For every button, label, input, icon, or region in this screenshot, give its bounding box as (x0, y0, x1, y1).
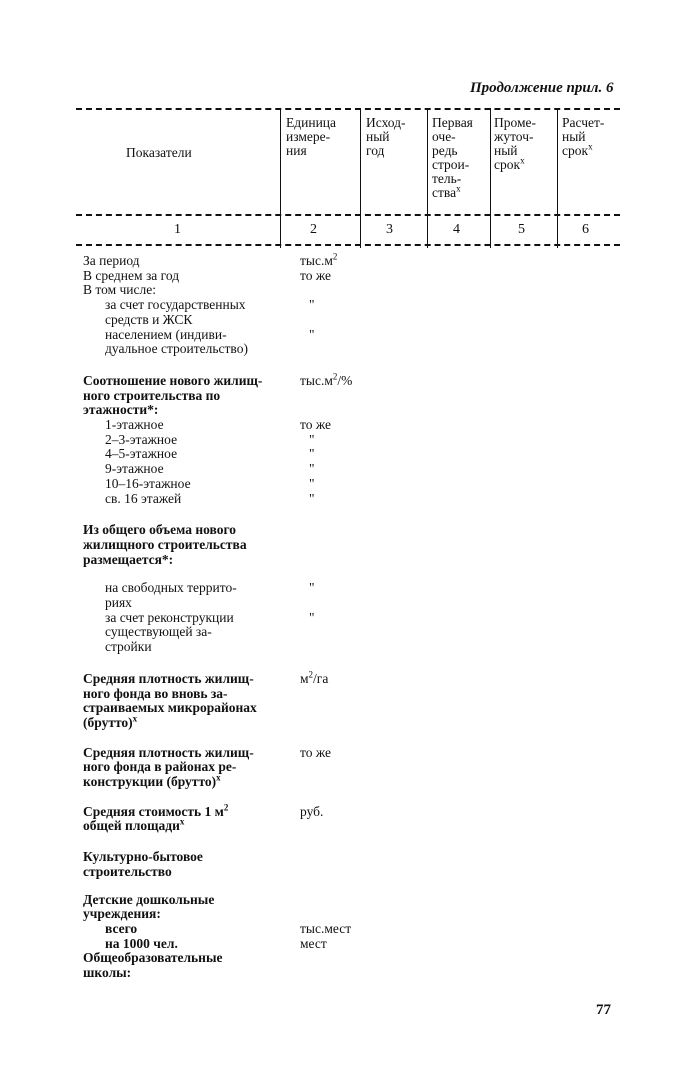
indicator-row: Соотношение нового жилищ- (83, 372, 263, 388)
indicator-row: Культурно-бытовое (83, 849, 203, 865)
unit-cell: " (309, 297, 315, 313)
column-divider (557, 108, 558, 248)
unit-cell: то же (300, 744, 331, 760)
indicator-row: за счет государственных (105, 297, 246, 313)
indicator-row: Средняя плотность жилищ- (83, 670, 254, 686)
column-divider (280, 108, 281, 248)
indicator-row: за счет реконструкции (105, 609, 234, 625)
indicator-row: стройки (105, 639, 152, 655)
column-header-1: Показатели (126, 145, 192, 160)
unit-cell: " (309, 446, 315, 462)
continuation-caption: Продолжение прил. 6 (470, 80, 614, 96)
indicator-row: конструкции (брутто)$^x$ (83, 772, 221, 789)
indicator-row: ного фонда в районах ре- (83, 759, 237, 775)
unit-cell: " (309, 431, 315, 447)
column-header-6: Расчет- ный срок$^x$ (562, 115, 605, 158)
indicator-row: средств и ЖСК (105, 311, 193, 327)
unit-cell: " (309, 461, 315, 477)
indicator-row: 1-этажное (105, 417, 164, 432)
indicator-row: населением (индиви- (105, 326, 227, 342)
indicator-row: на 1000 чел. (105, 935, 178, 951)
indicator-row: В том числе: (83, 282, 156, 298)
unit-cell: " (309, 490, 315, 506)
column-divider (427, 108, 428, 248)
indicator-row: этажности*: (83, 402, 159, 418)
header-middle-rule (76, 214, 620, 216)
column-header-2: Единица измере- ния (286, 115, 337, 158)
column-number: 5 (518, 222, 525, 237)
indicator-row: Средняя стоимость 1 $м^2$ (83, 802, 229, 819)
table-header (76, 108, 620, 248)
indicator-row: школы: (83, 965, 132, 980)
unit-cell: то же (300, 417, 331, 432)
indicator-row: всего (105, 920, 138, 936)
indicator-row: Общеобразовательные (83, 950, 223, 966)
unit-cell: руб. (300, 803, 324, 819)
indicator-row: учреждения: (83, 906, 161, 922)
indicator-row: на свободных террито- (105, 580, 237, 596)
unit-cell: то же (300, 267, 331, 283)
indicator-row: В среднем за год (83, 267, 180, 283)
column-divider (490, 108, 491, 248)
unit-cell: " (309, 326, 315, 342)
indicator-row: строительство (83, 863, 172, 879)
indicator-row: св. 16 этажей (105, 490, 182, 506)
unit-cell: " (309, 580, 315, 596)
indicator-row: ного строительства по (83, 387, 221, 403)
unit-cell: " (309, 475, 315, 491)
indicator-row: (брутто)$^x$ (83, 713, 138, 730)
indicator-row: 4–5-этажное (105, 446, 178, 462)
header-top-rule (76, 108, 620, 110)
indicator-row: Из общего объема нового (83, 522, 237, 538)
indicator-row: размещается*: (83, 551, 174, 567)
column-number: 3 (386, 222, 393, 237)
unit-cell: $м^2/га$ (300, 669, 329, 686)
indicator-row: страиваемых микрорайонах (83, 700, 257, 716)
indicator-row: ного фонда во вновь за- (83, 685, 228, 701)
indicator-row: За период (83, 253, 140, 268)
unit-cell: тыс.мест (300, 920, 352, 936)
column-header-4: Первая оче- редь строи- тель- ства$^x$ (432, 115, 473, 200)
page-number: 77 (596, 1002, 611, 1018)
column-header-5: Проме- жуточ- ный срок$^x$ (494, 115, 537, 172)
indicator-row: Детские дошкольные (83, 891, 215, 907)
indicator-row: 10–16-этажное (105, 475, 191, 491)
indicator-row: общей площади$^x$ (83, 816, 185, 834)
indicator-row: 9-этажное (105, 461, 164, 477)
unit-cell: " (309, 609, 315, 625)
column-number: 6 (582, 222, 589, 237)
indicator-row: Средняя плотность жилищ- (83, 744, 254, 760)
unit-cell: $тыс.м^2/\%$ (300, 371, 353, 388)
indicator-row: существующей за- (105, 624, 212, 640)
indicator-row: 2–3-этажное (105, 431, 178, 447)
column-divider (360, 108, 361, 248)
indicator-row: жилищного строительства (83, 536, 247, 552)
unit-cell: мест (300, 935, 327, 951)
column-number: 2 (310, 222, 317, 237)
column-header-3: Исход- ный год (366, 115, 406, 158)
header-bottom-rule (76, 244, 620, 246)
unit-cell: $тыс.м^2$ (300, 251, 338, 268)
indicator-row: дуальное строительство) (105, 341, 248, 357)
column-number: 1 (174, 222, 181, 237)
indicator-row: риях (105, 595, 132, 610)
column-number: 4 (453, 222, 460, 237)
